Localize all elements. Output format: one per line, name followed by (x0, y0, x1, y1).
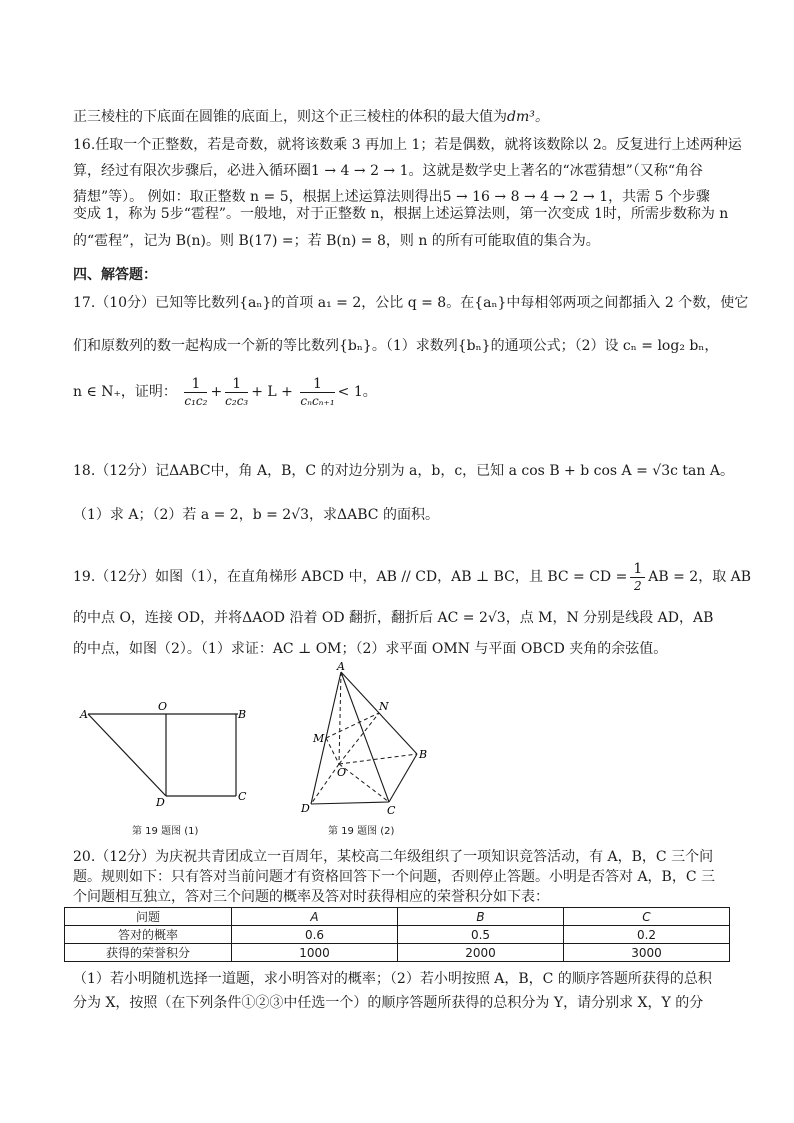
figure-19-2 (295, 660, 445, 818)
score-table (64, 907, 730, 962)
q20-line-3: 个问题相互独立，答对三个问题的概率及答对时获得相应的荣誉积分如下表： (73, 889, 549, 905)
q20-line-5: 分为 X，按照（在下列条件①②③中任选一个）的顺序答题所获得的总积分为 Y，请分别求 X，Y 的分 (73, 995, 704, 1011)
q16-line-2: 算，经过有限次步骤后，必进入循环圈1 → 4 → 2 → 1。这就是数学史上著名的“冰雹猜想”（又称“角谷 (73, 163, 703, 179)
q20-line-2: 题。规则如下：只有答对当前问题才有资格回答下一个问题，否则停止答题。小明是否答对 A，B，C 三 (73, 869, 716, 885)
q19-line-2: 的中点 O，连接 OD，并将ΔAOD 沿着 OD 翻折，翻折后 AC = 2√3，点 M，N 分别是线段 AD，AB (73, 610, 714, 626)
q16-line-1: 16.任取一个正整数，若是奇数，就将该数乘 3 再加上 1；若是偶数，就将该数除以 2。反复进行上述两种运 (73, 137, 742, 153)
q15-tail-text: 正三棱柱的下底面在圆锥的底面上，则这个正三棱柱的体积的最大值为dm³。 (73, 109, 549, 125)
table-header-row (65, 908, 730, 926)
table-header-cell: 问题 (65, 908, 232, 926)
table-cell: 2000 (398, 944, 564, 962)
fig2-label-d: D (301, 802, 310, 815)
q19-line-1: 19.（12分）如图（1），在直角梯形 ABCD 中，AB // CD，AB ⊥ BC，且 BC = CD = $\frac{1}{2}$ AB = 2，取 AB (73, 560, 752, 593)
table-header-cell: A (232, 908, 398, 926)
fig2-label-n: N (379, 700, 389, 713)
table-cell: 答对的概率 (65, 926, 232, 944)
figure-19-2-caption: 第 19 题图 (2) (328, 826, 395, 837)
table-cell: 获得的荣誉积分 (65, 944, 232, 962)
table-cell: 1000 (232, 944, 398, 962)
table-row (65, 944, 730, 962)
table-cell: 0.6 (232, 926, 398, 944)
fraction-2: $\frac{1}{\text{c₂c₃}}$ (225, 375, 249, 408)
q20-line-4: （1）若小明随机选择一道题，求小明答对的概率；（2）若小明按照 A，B，C 的顺序答题所获得的总积 (73, 971, 712, 987)
figure-19-1-caption: 第 19 题图 (1) (132, 826, 199, 837)
table-cell: 0.5 (398, 926, 564, 944)
fig2-label-m: M (313, 732, 325, 745)
q16-line-4: 变成 1，称为 5步“雹程”。一般地，对于正整数 n，根据上述运算法则，第一次变成 1时，所需步数称为 n (73, 206, 729, 222)
q17-line-2: 们和原数列的数一起构成一个新的等比数列{bₙ}。（1）求数列{bₙ}的通项公式；（2）设 cₙ = log₂ bₙ， (73, 338, 719, 354)
q18-line-1: 18.（12分）记ΔABC中，角 A，B，C 的对边分别为 a，b，c，已知 a cos B + b cos A = √3c tan A。 (73, 463, 734, 479)
table-header-cell: C (564, 908, 730, 926)
fig2-label-o: O (337, 766, 347, 779)
table-cell: 3000 (564, 944, 730, 962)
q17-line-1: 17.（10分）已知等比数列{aₙ}的首项 a₁ = 2，公比 q = 8。在{aₙ}中每相邻两项之间都插入 2 个数，使它 (73, 295, 749, 311)
q16-line-3: 猜想”等）。 例如：取正整数 n = 5，根据上述运算法则得出5 → 16 → 8 → 4 → 2 → 1，共需 5 个步骤 (73, 189, 710, 205)
figure-19-1 (70, 700, 260, 812)
fig1-label-c: C (238, 790, 247, 803)
table-cell: 0.2 (564, 926, 730, 944)
fig2-label-b: B (419, 748, 428, 761)
section-heading: 四、解答题： (73, 267, 157, 283)
fig1-label-o: O (158, 700, 168, 713)
fig2-label-c: C (387, 804, 396, 817)
q16-line-5: 的“雹程”，记为 B(n)。则 B(17) =；若 B(n) = 8，则 n 的所有可能取值的集合为。 (73, 233, 600, 249)
q19-line-3: 的中点，如图（2）。（1）求证：AC ⊥ OM；（2）求平面 OMN 与平面 OBCD 夹角的余弦值。 (73, 641, 668, 657)
fig1-label-d: D (156, 796, 165, 809)
table-header-cell: B (398, 908, 564, 926)
fig2-label-a: A (337, 660, 345, 673)
fraction-half: $\frac{1}{2}$ (630, 561, 645, 594)
q20-line-1: 20.（12分）为庆祝共青团成立一百周年，某校高二年级组织了一项知识竞答活动，有 A，B，C 三个问 (73, 849, 714, 865)
fig1-label-a: A (80, 708, 88, 721)
q17-line-3: n ∈ N₊，证明： $\frac{1}{\text{c₁c₂}}$ + $\frac{1}{\text{c₂c₃}}$ + L + $\frac{1}{\text{cₙcₙ₊₁}}$ < 1。 (73, 375, 377, 408)
fraction-3: $\frac{1}{\text{cₙcₙ₊₁}}$ (300, 375, 335, 408)
fig1-label-b: B (238, 708, 247, 721)
q18-line-2: （1）求 A；（2）若 a = 2，b = 2√3，求ΔABC 的面积。 (73, 507, 439, 523)
table-row (65, 926, 730, 944)
fraction-1: $\frac{1}{\text{c₁c₂}}$ (184, 375, 208, 408)
